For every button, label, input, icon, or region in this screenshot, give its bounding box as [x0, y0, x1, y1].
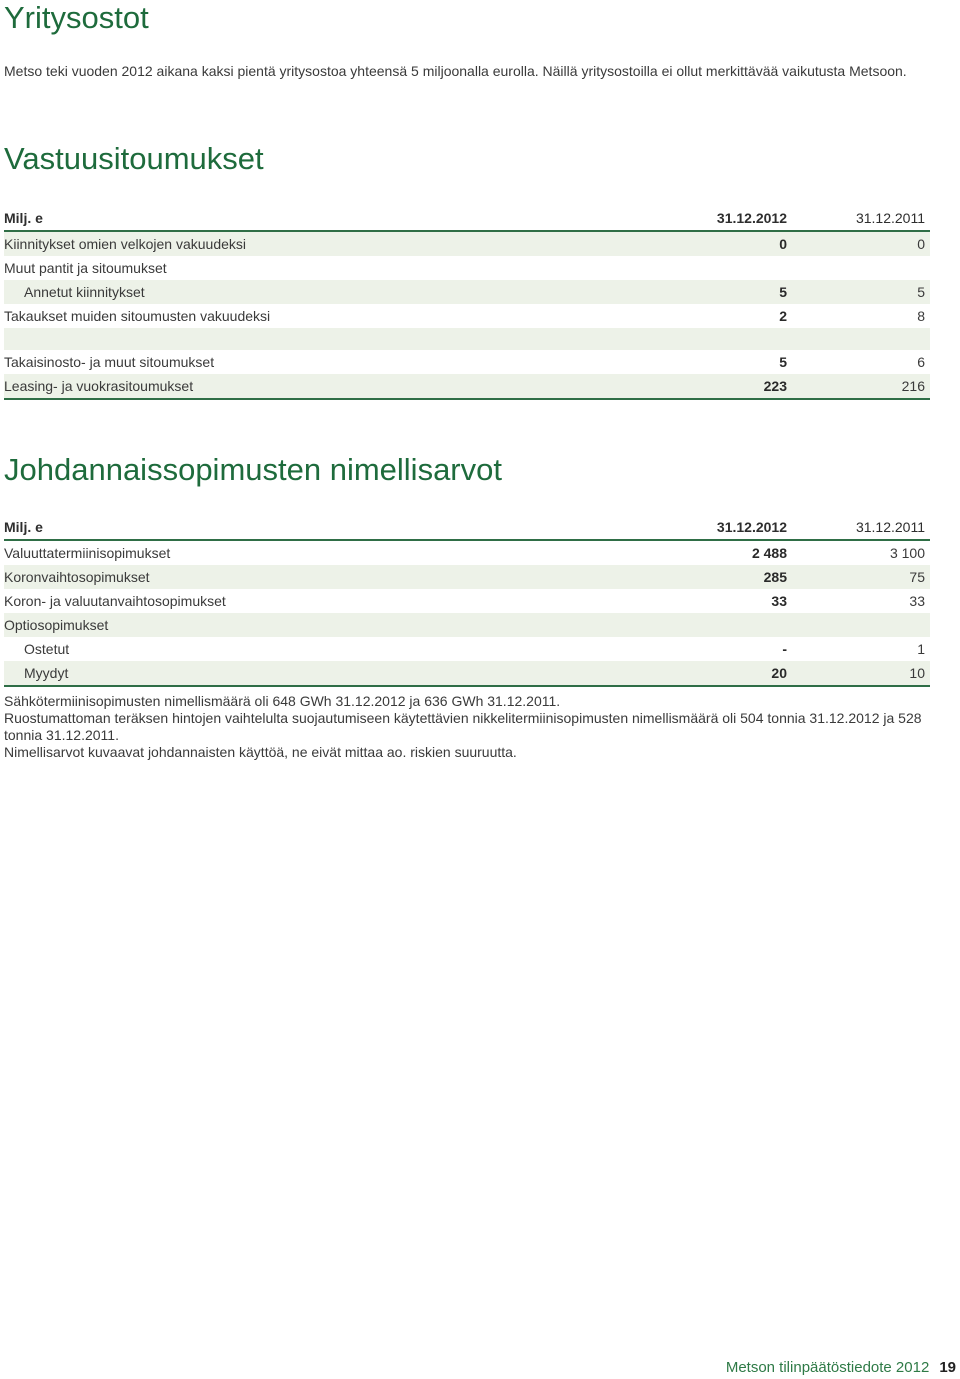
table-row: [4, 565, 930, 589]
col-2012-header: 31.12.2012: [716, 519, 787, 535]
table-header-row: [4, 515, 930, 540]
row-label: Takaisinosto- ja muut sitoumukset: [4, 354, 215, 370]
row-label: Koron- ja valuutanvaihtosopimukset: [4, 593, 226, 609]
derivatives-heading: Johdannaissopimusten nimellisarvot: [4, 452, 502, 487]
table-row: [4, 374, 930, 399]
value-2011: 216: [790, 374, 930, 399]
table-row: [4, 540, 930, 565]
row-label: Leasing- ja vuokrasitoumukset: [4, 374, 607, 399]
value-2012: 2 488: [751, 545, 787, 561]
table-header-row: [4, 206, 930, 231]
row-label: Ostetut: [24, 641, 70, 657]
value-2012: 33: [771, 593, 787, 609]
row-label: Muut pantit ja sitoumukset: [4, 260, 167, 276]
value-2012: -: [782, 641, 787, 657]
page-footer: [726, 1358, 956, 1378]
value-2011: 33: [909, 593, 925, 609]
note-electricity: Sähkötermiinisopimusten nimellismäärä oli 648 GWh 31.12.2012 ja 636 GWh 31.12.2011.: [4, 693, 561, 709]
col-2012-header: 31.12.2012: [716, 210, 787, 226]
value-2011: 10: [790, 661, 930, 686]
value-2011: 3 100: [889, 545, 925, 561]
table-row: [4, 350, 930, 374]
value-2011: 8: [917, 308, 925, 324]
commitments-table: [4, 206, 930, 400]
table-row: [4, 304, 930, 328]
unit-header: Milj. e: [4, 210, 43, 226]
table-row: [4, 661, 930, 686]
col-2011-header: 31.12.2011: [855, 210, 925, 226]
row-label: Myydyt: [4, 661, 607, 686]
value-2011: 6: [917, 354, 925, 370]
table-row: [4, 589, 930, 613]
value-2011: 75: [790, 565, 930, 589]
value-2012: 5: [779, 354, 787, 370]
table-row: [4, 280, 930, 304]
spacer-row: [4, 328, 930, 350]
row-label: Kiinnitykset omien velkojen vakuudeksi: [4, 231, 607, 256]
row-label: Takaukset muiden sitoumusten vakuudeksi: [4, 308, 271, 324]
value-2012: 0: [607, 231, 790, 256]
value-2011: [790, 256, 930, 280]
derivatives-table: [4, 515, 930, 687]
table-row: [4, 613, 930, 637]
value-2011: 1: [917, 641, 925, 657]
value-2011: [790, 613, 930, 637]
table-row: [4, 256, 930, 280]
footer-title: Metson tilinpäätöstiedote 2012: [725, 1359, 930, 1376]
page-number: 19: [939, 1359, 956, 1376]
row-label: Annetut kiinnitykset: [4, 280, 607, 304]
note-nominal-values: Nimellisarvot kuvaavat johdannaisten käyttöä, ne eivät mittaa ao. riskien suuruutta.: [4, 744, 517, 760]
value-2012: [607, 256, 790, 280]
unit-header: Milj. e: [4, 519, 43, 535]
acquisitions-text: Metso teki vuoden 2012 aikana kaksi pientä yritysostoa yhteensä 5 miljoonalla eurolla. Näillä yritysostoilla ei ollut merkittävää vaikutusta Metsoon.: [4, 63, 907, 79]
derivatives-notes: [4, 693, 944, 761]
value-2012: [607, 613, 790, 637]
value-2011: 5: [790, 280, 930, 304]
acquisitions-heading: Yritysostot: [4, 0, 149, 35]
commitments-heading: Vastuusitoumukset: [4, 141, 264, 176]
row-label: Koronvaihtosopimukset: [4, 565, 607, 589]
row-label: Optiosopimukset: [4, 613, 607, 637]
col-2011-header: 31.12.2011: [855, 519, 925, 535]
value-2012: 20: [607, 661, 790, 686]
value-2012: 2: [779, 308, 787, 324]
value-2012: 285: [607, 565, 790, 589]
value-2012: 223: [607, 374, 790, 399]
value-2011: 0: [790, 231, 930, 256]
table-row: [4, 637, 930, 661]
row-label: Valuuttatermiinisopimukset: [4, 545, 171, 561]
table-row: [4, 231, 930, 256]
note-nickel: Ruostumattoman teräksen hintojen vaihtelulta suojautumiseen käytettävien nikkelitermiinisopimusten nimellismäärä oli 504 tonnia 31.12.2012 ja 528 tonnia 31.12.2011.: [4, 710, 922, 743]
value-2012: 5: [607, 280, 790, 304]
